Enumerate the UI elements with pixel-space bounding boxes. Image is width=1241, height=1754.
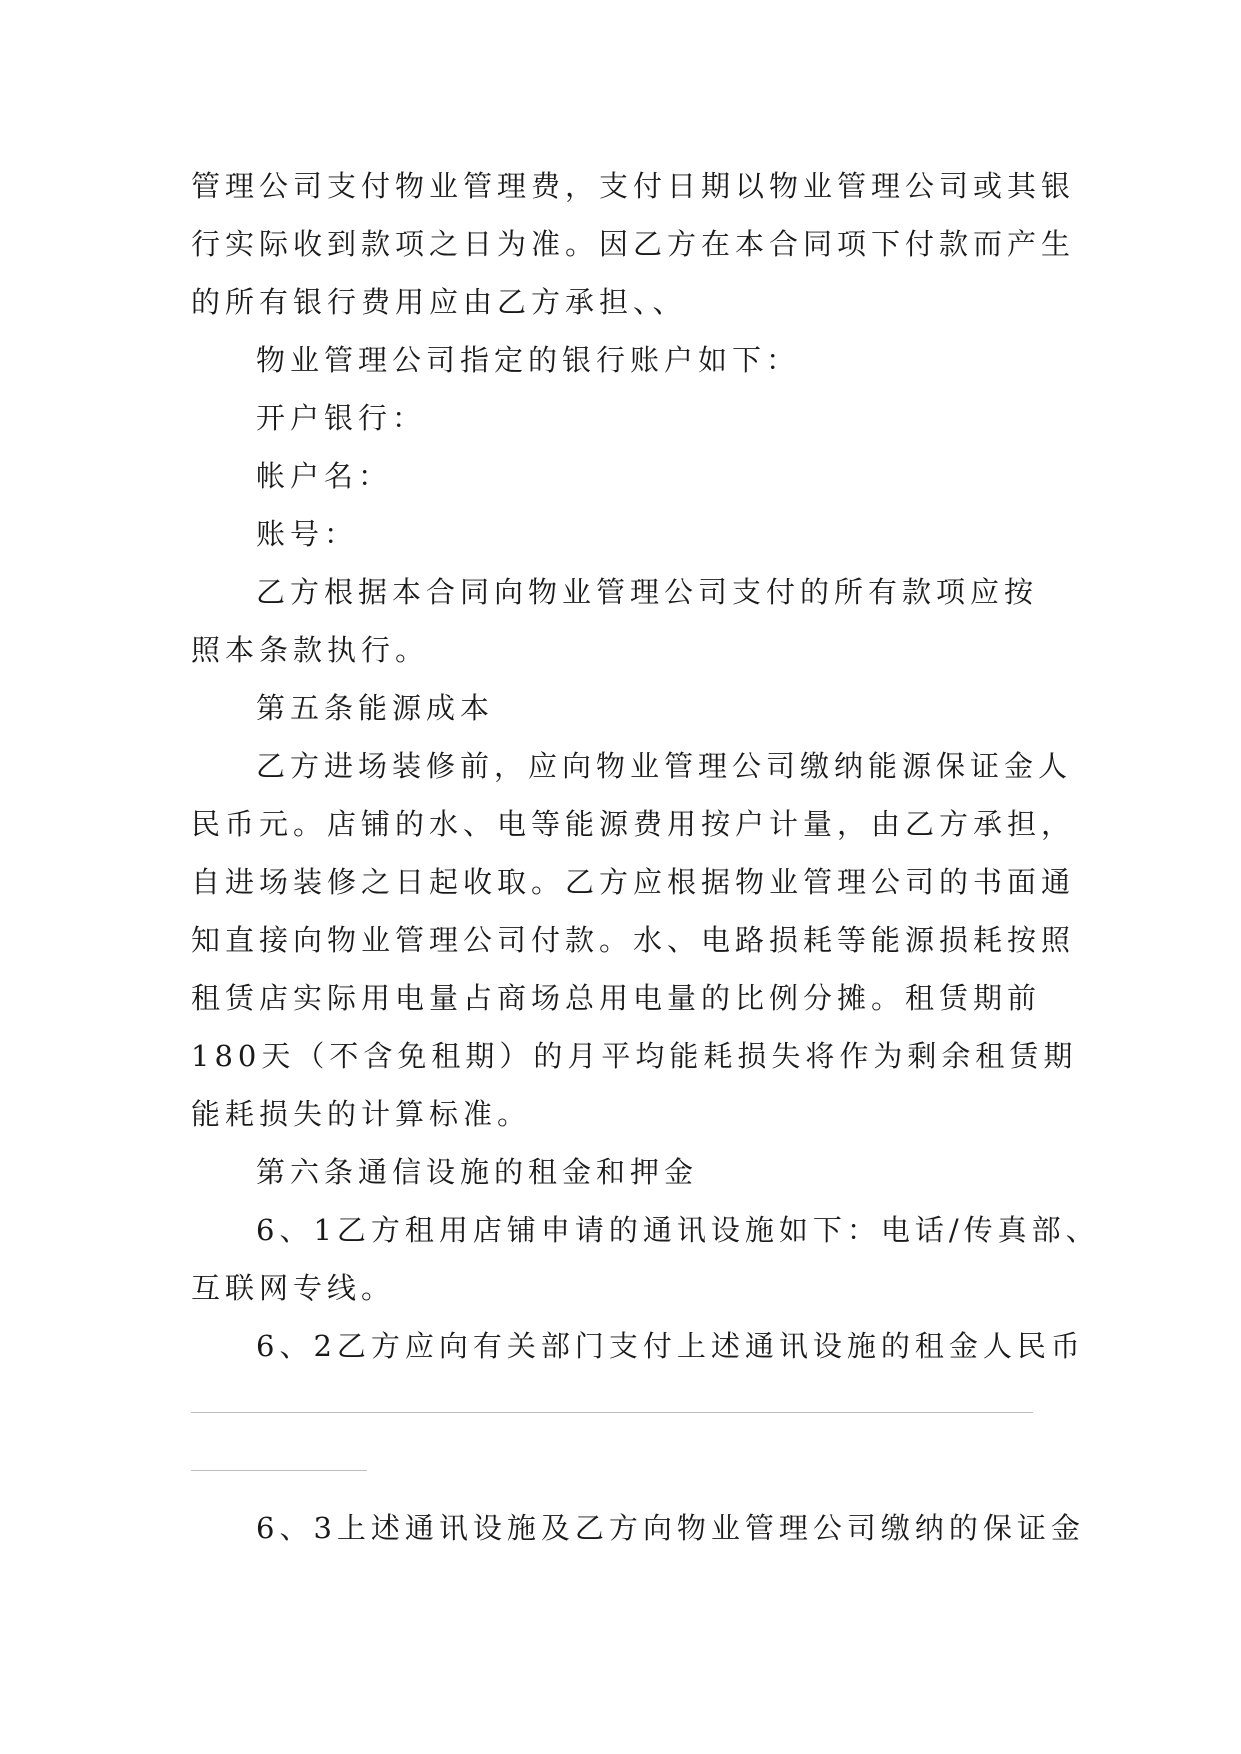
- text-line: 能耗损失的计算标准。: [191, 1097, 532, 1131]
- text-line: 6、1乙方租用店铺申请的通讯设施如下：电话/传真部、: [256, 1213, 1100, 1247]
- text-line: 互联网专线。: [191, 1271, 396, 1305]
- text-line: 租赁店实际用电量占商场总用电量的比例分摊。租赁期前: [191, 981, 1042, 1015]
- text-line: 乙方根据本合同向物业管理公司支付的所有款项应按: [256, 575, 1039, 609]
- blank-fill-line: [191, 1470, 367, 1471]
- blank-fill-line: [191, 1412, 1033, 1413]
- text-line: 的所有银行费用应由乙方承担、、: [191, 285, 687, 319]
- text-line: 民币元。店铺的水、电等能源费用按户计量，由乙方承担，: [191, 807, 1076, 841]
- text-line: 照本条款执行。: [191, 633, 430, 667]
- text-line: 自进场装修之日起收取。乙方应根据物业管理公司的书面通: [191, 865, 1076, 899]
- text-line: 行实际收到款项之日为准。因乙方在本合同项下付款而产生: [191, 227, 1076, 261]
- text-line: 知直接向物业管理公司付款。水、电路损耗等能源损耗按照: [191, 923, 1076, 957]
- text-line: 开户银行：: [256, 401, 427, 435]
- text-line: 管理公司支付物业管理费，支付日期以物业管理公司或其银: [191, 169, 1076, 203]
- section-heading: 第五条能源成本: [256, 691, 495, 725]
- text-line: 物业管理公司指定的银行账户如下：: [256, 343, 801, 377]
- section-heading: 第六条通信设施的租金和押金: [256, 1155, 699, 1189]
- text-line: 乙方进场装修前，应向物业管理公司缴纳能源保证金人: [256, 749, 1073, 783]
- text-line: 账号：: [256, 517, 359, 551]
- text-line: 6、2乙方应向有关部门支付上述通讯设施的租金人民币: [256, 1329, 1085, 1363]
- text-line: 180天（不含免租期）的月平均能耗损失将作为剩余租赁期: [191, 1039, 1078, 1073]
- text-line: 6、3上述通讯设施及乙方向物业管理公司缴纳的保证金: [256, 1511, 1085, 1545]
- text-line: 帐户名：: [256, 459, 393, 493]
